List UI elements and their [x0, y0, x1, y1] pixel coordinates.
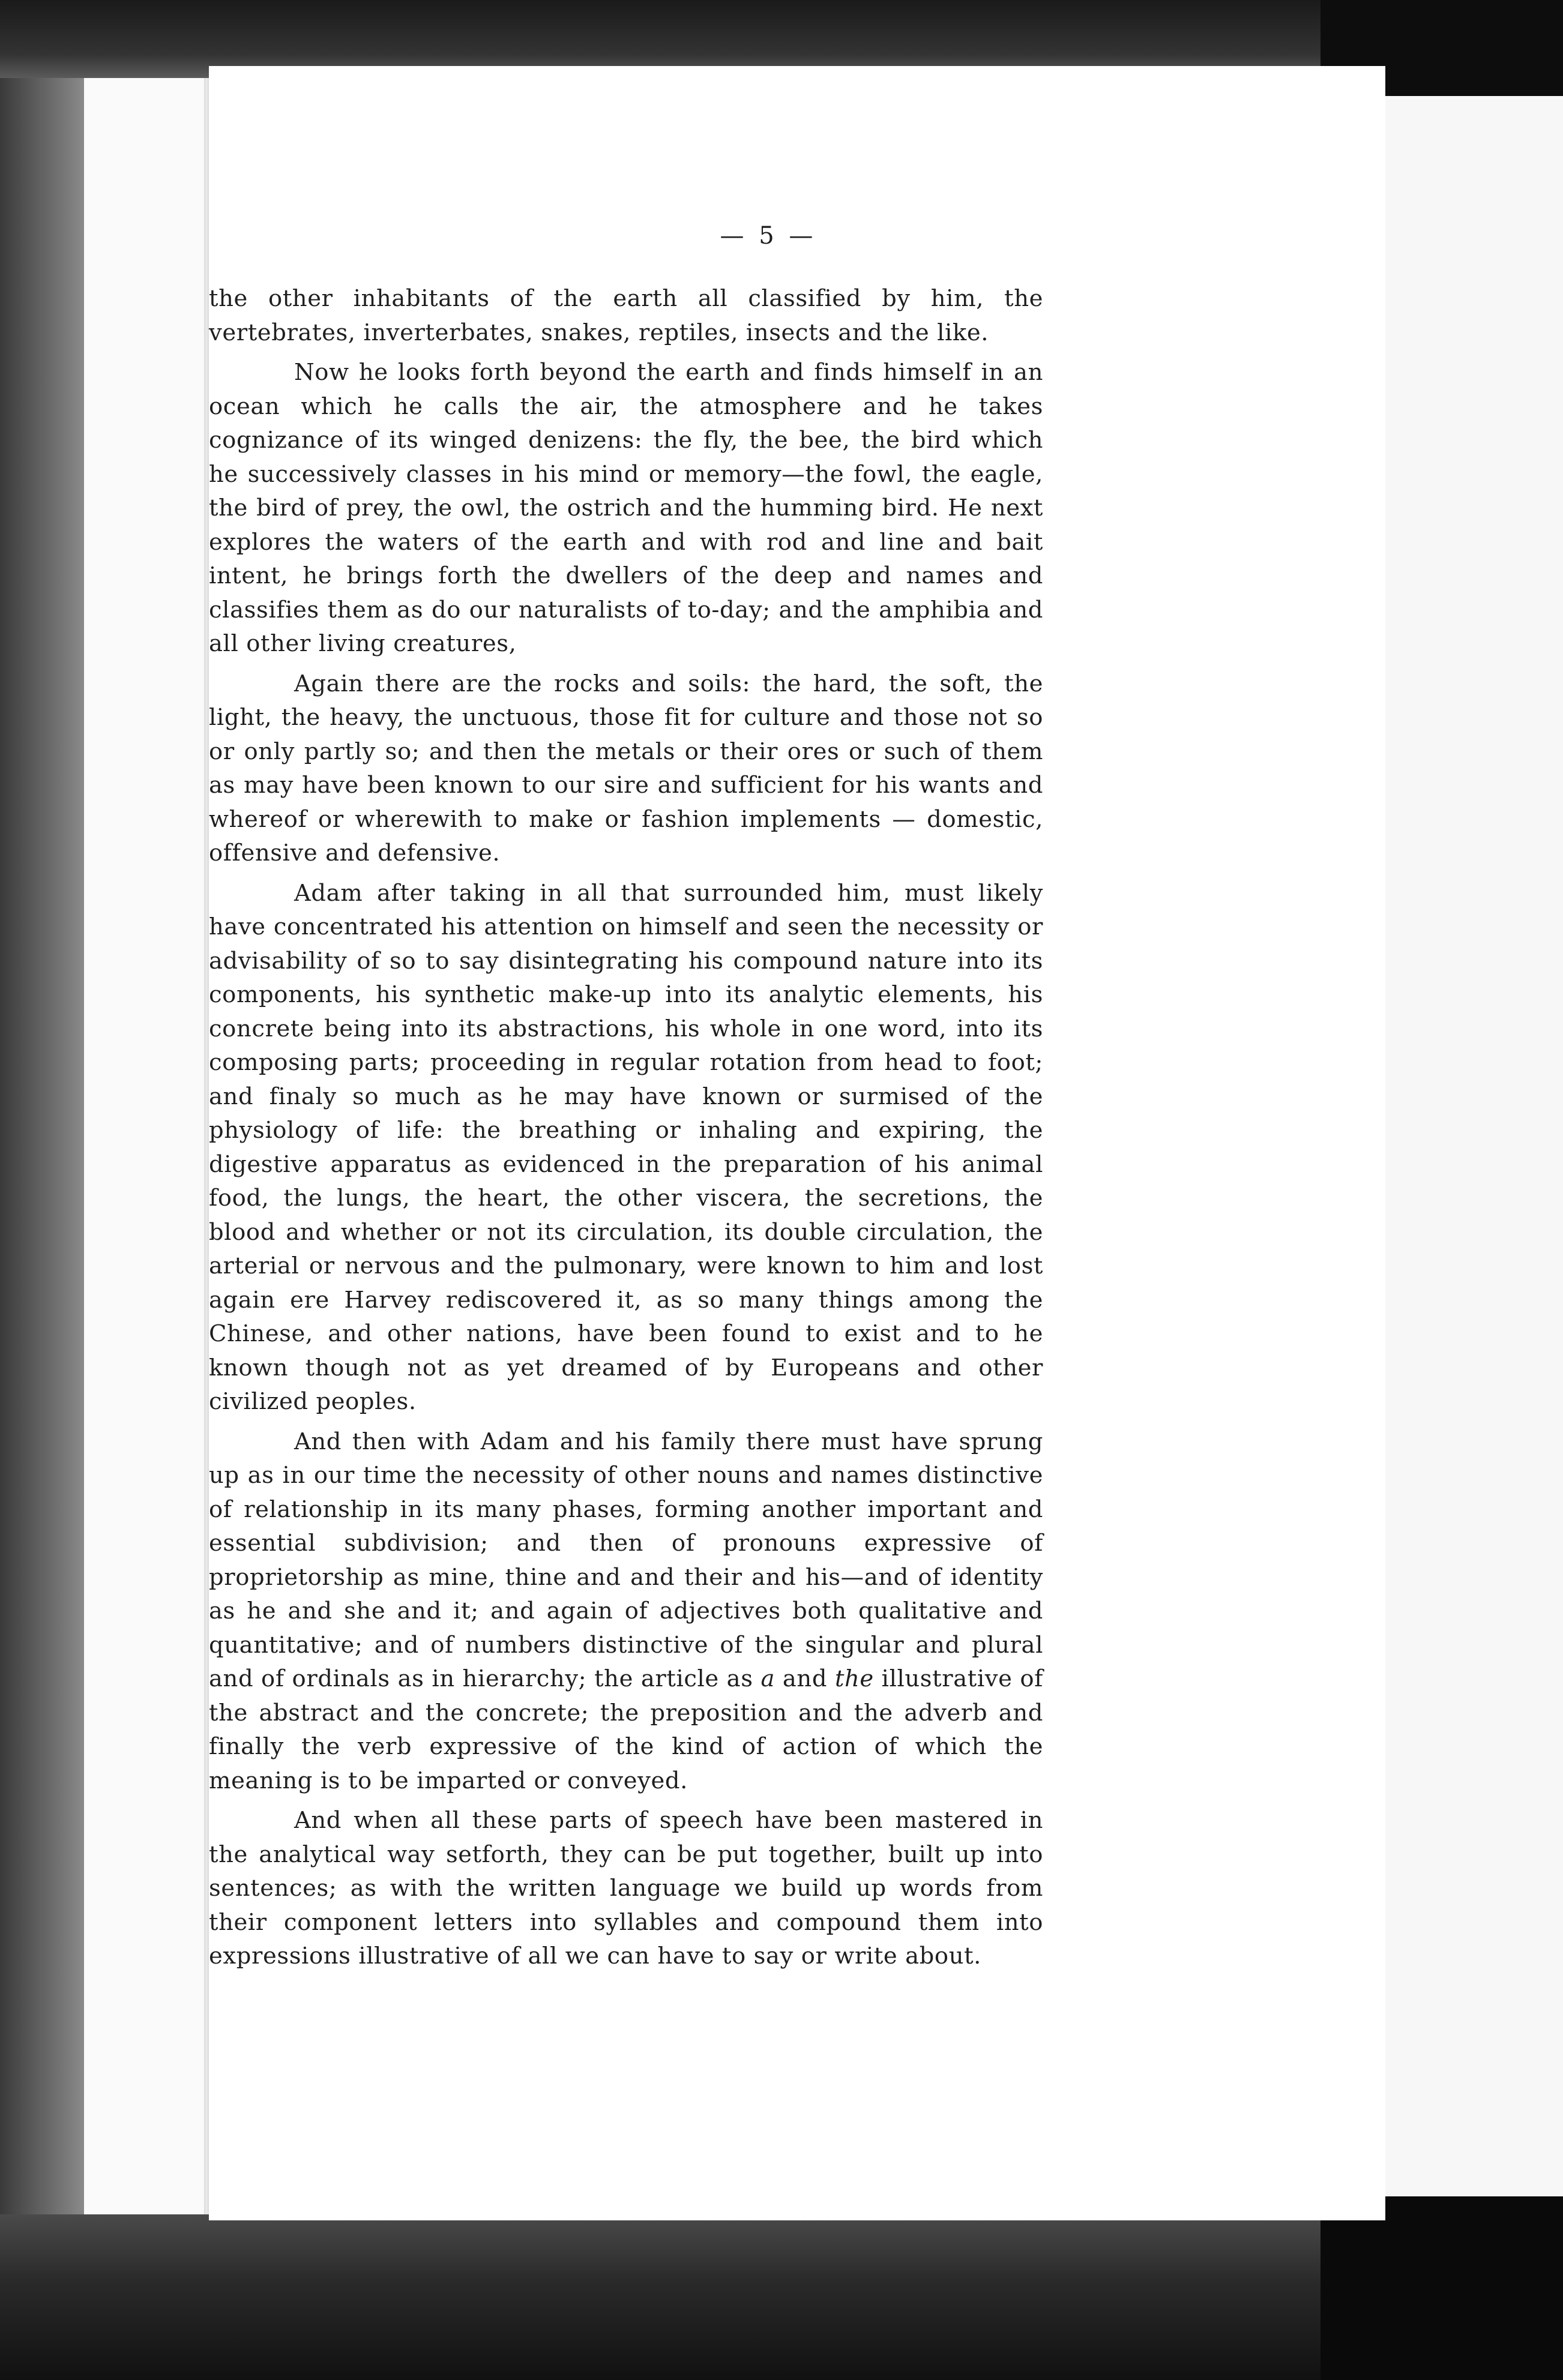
body-text [209, 282, 1043, 1980]
paragraph-5-part-2: and [775, 1665, 835, 1692]
page-number: — 5 — [720, 222, 817, 250]
paragraph-5-part-3: illustrative of the abstract and the concrete; the preposition and the adverb and finally the verb expressive of the kind of action of which the meaning is to be imparted or conveyed. [209, 1665, 1043, 1794]
paragraph-3: Again there are the rocks and soils: the hard, the soft, the light, the heavy, the unctuous, those fit for culture and those not so or only partly so; and then the metals or their ores or such of them as may have been known to our sire and sufficient for his wants and whereof or wherewith to make or fashion implements — domestic, offensive and defensive. [209, 670, 1043, 867]
left-scan-border [0, 0, 84, 2380]
facing-page-edge [84, 24, 206, 2244]
paragraph-4: Adam after taking in all that surrounded him, must likely have concentrated his attention on himself and seen the necessity or advisability of so to say disintegrating his compound nature into its components, his synthetic make-up into its analytic elements, his concrete being into its abstractions, his whole in one word, into its composing parts; proceeding in regular rotation from head to foot; and finaly so much as he may have known or surmised of the physiology of life: the breathing or inhaling and expiring, the digestive apparatus as evidenced in the preparation of his animal food, the lungs, the heart, the other viscera, the secretions, the blood and whether or not its circulation, its double circulation, the arterial or nervous and the pulmonary, were known to him and lost again ere Harvey rediscovered it, as so many things among the Chinese, and other nations, have been found to exist and to he known though not as yet dreamed of by Europeans and other civilized peoples. [209, 879, 1043, 1415]
paragraph-5-part-1: And then with Adam and his family there must have sprung up as in our time the necessity of other nouns and names distinctive of relationship in its many phases, forming another important and essential subdivision; and then of pronouns expressive of proprietorship as mine, thine and and their and his—and of identity as he and she and it; and again of adjectives both qualitative and quantitative; and of numbers distinctive of the singular and plural and of ordinals as in hierarchy; the article as [209, 1428, 1043, 1692]
italic-article-a: a [760, 1665, 775, 1692]
page-fold [204, 24, 209, 2244]
paragraph-1: the other inhabitants of the earth all classified by him, the vertebrates, inverterbates, snakes, reptiles, insects and the like. [209, 285, 1043, 346]
paragraph-6: And when all these parts of speech have been mastered in the analytical way setforth, they can be put together, built up into sentences; as with the written language we build up words from their component letters into syllables and compound them into expressions illustrative of all we can have to say or write about. [209, 1807, 1043, 1970]
paragraph-2: Now he looks forth beyond the earth and finds himself in an ocean which he calls the air, the atmosphere and he takes cognizance of its winged denizens: the fly, the bee, the bird which he successively classes in his mind or memory—the fowl, the eagle, the bird of prey, the owl, the ostrich and the humming bird. He next explores the waters of the earth and with rod and line and bait intent, he brings forth the dwellers of the deep and names and classifies them as do our naturalists of to-day; and the amphibia and all other living creatures, [209, 359, 1043, 657]
bottom-right-scan-border [1321, 2196, 1563, 2380]
italic-article-the: the [834, 1665, 874, 1692]
paragraph-5 [209, 1425, 1043, 1799]
